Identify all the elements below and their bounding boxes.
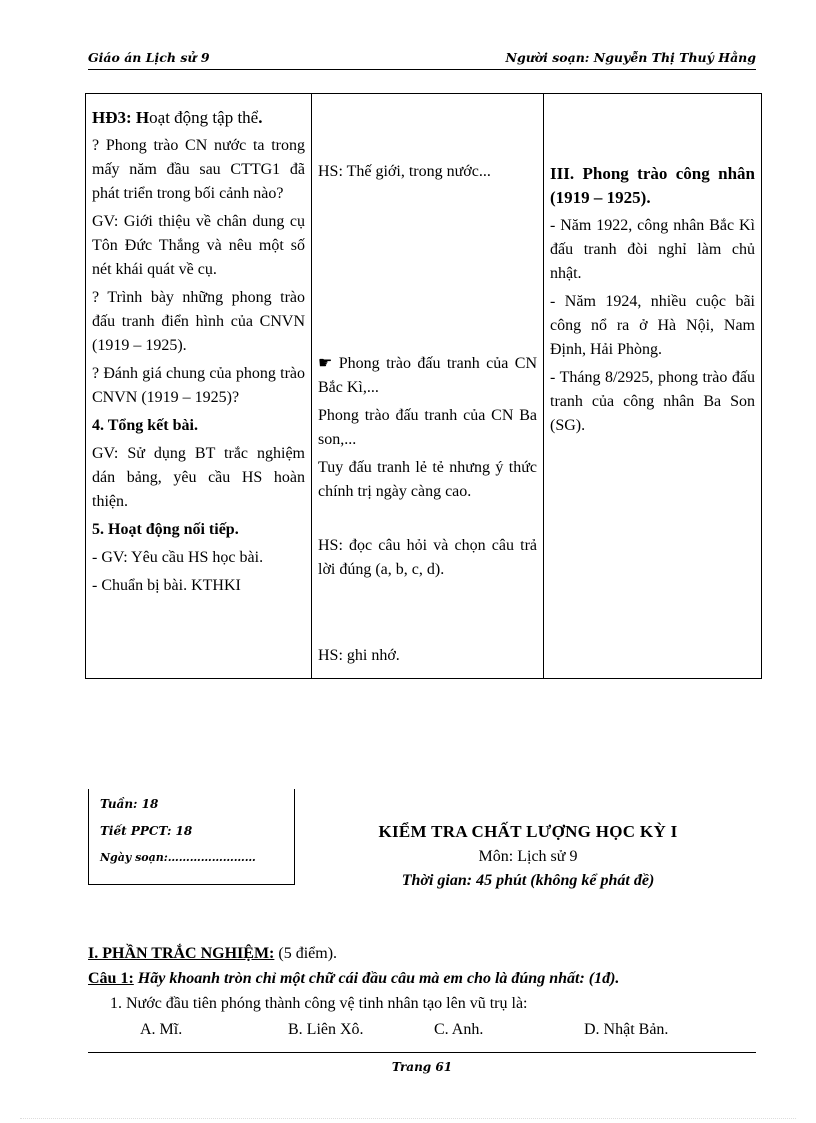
followup-study: - GV: Yêu cầu HS học bài.	[92, 549, 264, 566]
question-context: ? Phong trào CN nước ta trong mấy năm đầu sau CTTG1 đã phát triển trong bối cảnh nào?	[92, 137, 305, 202]
question-evaluation: ? Đánh giá chung của phong trào CNVN (1919 – 1925)?	[92, 365, 305, 406]
option-a: A. Mĩ.	[140, 1021, 183, 1038]
header-left: Giáo án Lịch sử 9	[88, 50, 210, 65]
student-answer-context: HS: Thế giới, trong nước...	[318, 163, 491, 180]
option-c: C. Anh.	[434, 1021, 484, 1038]
content-item-1922: - Năm 1922, công nhân Bắc Kì đấu tranh đòi nghỉ làm chủ nhật.	[550, 217, 755, 282]
followup-prepare: - Chuẩn bị bài. KTHKI	[92, 577, 241, 594]
student-quiz: HS: đọc câu hỏi và chọn câu trả lời đúng (a, b, c, d).	[318, 537, 537, 578]
activity-heading: HĐ3: Hoạt động tập thể.	[92, 108, 263, 127]
student-answer-ba-son: Phong trào đấu tranh của CN Ba son,...	[318, 407, 537, 448]
content-item-ba-son: - Tháng 8/2925, phong trào đấu tranh của công nhân Ba Son (SG).	[550, 369, 755, 434]
teacher-intro: GV: Giới thiệu về chân dung cụ Tôn Đức Thắng và nêu một số nét khái quát về cụ.	[92, 213, 305, 278]
content-item-1924: - Năm 1924, nhiều cuộc bãi công nổ ra ở Hà Nội, Nam Định, Hải Phòng.	[550, 293, 755, 358]
page-bottom-border	[20, 1118, 796, 1119]
date-label: Ngày soạn:……………………	[100, 851, 256, 864]
student-remember: HS: ghi nhớ.	[318, 647, 400, 664]
teacher-activity-column	[86, 94, 312, 679]
student-answer-evaluation: Tuy đấu tranh lẻ tẻ nhưng ý thức chính trị ngày càng cao.	[318, 459, 537, 500]
page-header	[88, 47, 756, 70]
student-activity-column	[312, 94, 544, 679]
question-intro: Câu 1: Hãy khoanh tròn chỉ một chữ cái đầu câu mà em cho là đúng nhất: (1đ).	[88, 970, 620, 987]
content-column	[544, 94, 762, 679]
footer-rule	[88, 1052, 756, 1053]
student-answer-bac-ki: ☛ Phong trào đấu tranh của CN Bắc Kì,...	[318, 355, 537, 396]
question-movements: ? Trình bày những phong trào đấu tranh điển hình của CNVN (1919 – 1925).	[92, 289, 305, 354]
question-1: 1. Nước đầu tiên phóng thành công vệ tinh nhân tạo lên vũ trụ là:	[110, 995, 528, 1012]
summary-heading: 4. Tổng kết bài.	[92, 417, 198, 434]
summary-task: GV: Sử dụng BT trắc nghiệm dán bảng, yêu cầu HS hoàn thiện.	[92, 445, 305, 510]
option-d: D. Nhật Bản.	[584, 1021, 669, 1038]
followup-heading: 5. Hoạt động nối tiếp.	[92, 521, 239, 538]
section-title: I. PHẦN TRẮC NGHIỆM: (5 điểm).	[88, 945, 338, 962]
exam-time: Thời gian: 45 phút (không kể phát đề)	[401, 872, 655, 889]
period-label: Tiết PPCT: 18	[100, 824, 193, 838]
header-right: Người soạn: Nguyễn Thị Thuý Hằng	[505, 50, 756, 65]
week-label: Tuần: 18	[100, 797, 159, 811]
exam-title: KIỂM TRA CHẤT LƯỢNG HỌC KỲ I	[378, 822, 678, 841]
info-box	[88, 789, 295, 885]
exam-subject: Môn: Lịch sử 9	[478, 848, 578, 865]
lesson-table	[85, 93, 762, 679]
content-heading: III. Phong trào công nhân (1919 – 1925).	[550, 164, 756, 207]
option-b: B. Liên Xô.	[288, 1021, 364, 1038]
page-number: Trang 61	[391, 1060, 453, 1074]
